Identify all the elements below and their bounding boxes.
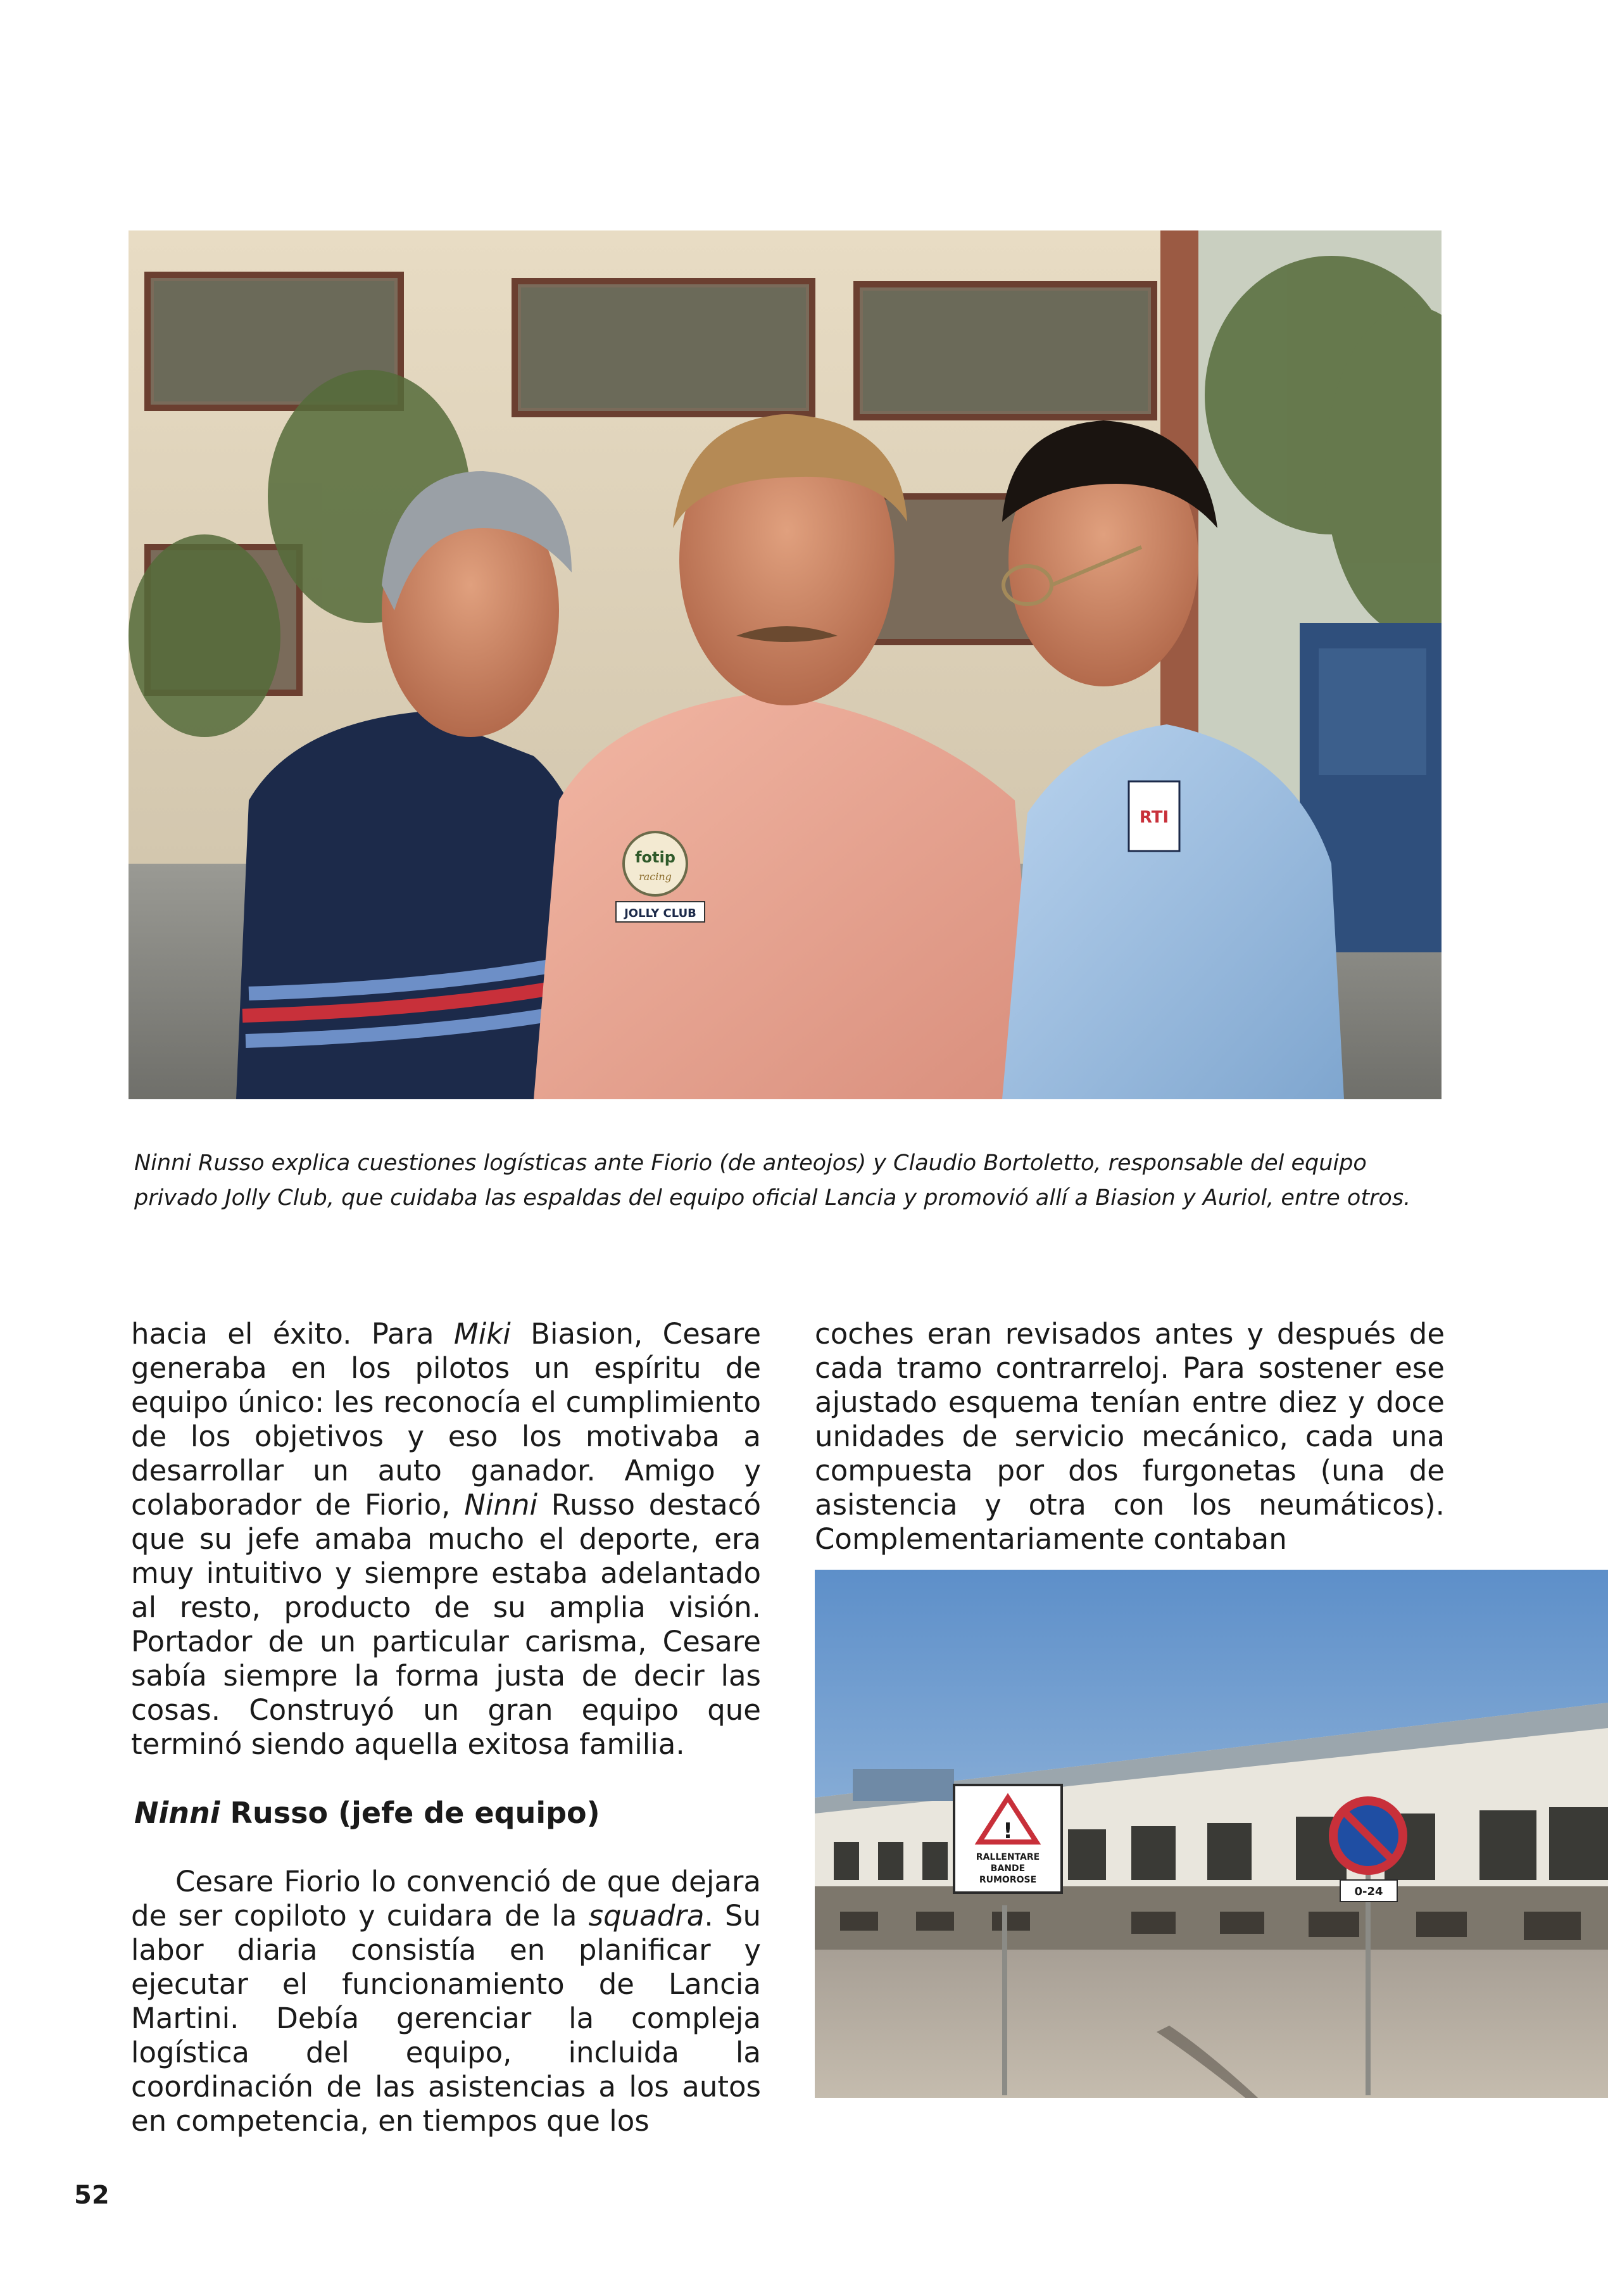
left-column-2 (131, 1865, 761, 2138)
left-paragraph-2 (131, 1865, 761, 2138)
text-span: hacia el éxito. Para (131, 1317, 454, 1351)
shirt-text: RTI (1139, 808, 1169, 827)
badge-text-1: fotip (635, 848, 675, 866)
emphasis-miki: Miki (453, 1317, 511, 1351)
bottom-photo (815, 1570, 1608, 2098)
text-span: Russo destacó que su jefe amaba mucho el deporte, era muy intuitivo y siempre estaba adelantado al resto, producto de su amplia visión. Portador de un particular carisma, Cesare sabía siempre la forma justa de decir las cosas. Construyó un gran equipo que terminó siendo aquella exitosa familia. (131, 1488, 761, 1761)
right-column (815, 1317, 1445, 1556)
text-span: Cesare Fiorio lo convenció de que dejara de ser copiloto y cuidara de la (131, 1865, 761, 1933)
left-paragraph-1 (131, 1317, 761, 1762)
emphasis-squadra: squadra (588, 1899, 705, 1933)
sign-text-3: RUMOROSE (979, 1875, 1037, 1885)
photo-caption: Ninni Russo explica cuestiones logísticas ante Fiorio (de anteojos) y Claudio Bortoletto, responsable del equipo privado Jolly Club, que cuidaba las espaldas del equipo oficial Lancia y promovió allí a Biasion y Auriol, entre otros. (134, 1151, 1411, 1211)
subheading-emphasis: Ninni (134, 1796, 220, 1830)
top-photo (129, 230, 1442, 1099)
badge-text-2: racing (639, 871, 672, 883)
text-span: . Su labor diaria consistía en planificar y ejecutar el funcionamiento de Lancia Martini. Debía gerenciar la compleja logística del equipo, incluida la coordinación de las asistencias a los autos en competencia, en tiempos que los (131, 1899, 761, 2138)
page-number: 52 (74, 2181, 110, 2210)
svg-text:!: ! (1003, 1819, 1013, 1844)
patch-text: JOLLY CLUB (624, 907, 696, 920)
emphasis-ninni: Ninni (464, 1488, 537, 1522)
left-column (131, 1317, 761, 1762)
subheading-text: Russo (jefe de equipo) (220, 1796, 600, 1830)
no-parking-text: 0-24 (1354, 1885, 1383, 1898)
sign-text-1: RALLENTARE (976, 1852, 1040, 1862)
sign-text-2: BANDE (990, 1864, 1026, 1874)
right-paragraph: coches eran revisados antes y después de cada tramo contrarreloj. Para sostener ese ajustado esquema tenían entre diez y doce unidades de servicio mecánico, cada una compuesta por dos furgonetas (una de asistencia y otra con los neumáticos). Complementariamente contaban (815, 1317, 1445, 1556)
subheading (134, 1796, 600, 1830)
text-span: Biasion, Cesare generaba en los pilotos un espíritu de equipo único: les reconocía el cumplimiento de los objetivos y eso los motivaba a desarrollar un auto ganador. Amigo y colaborador de Fiorio, (131, 1317, 762, 1522)
